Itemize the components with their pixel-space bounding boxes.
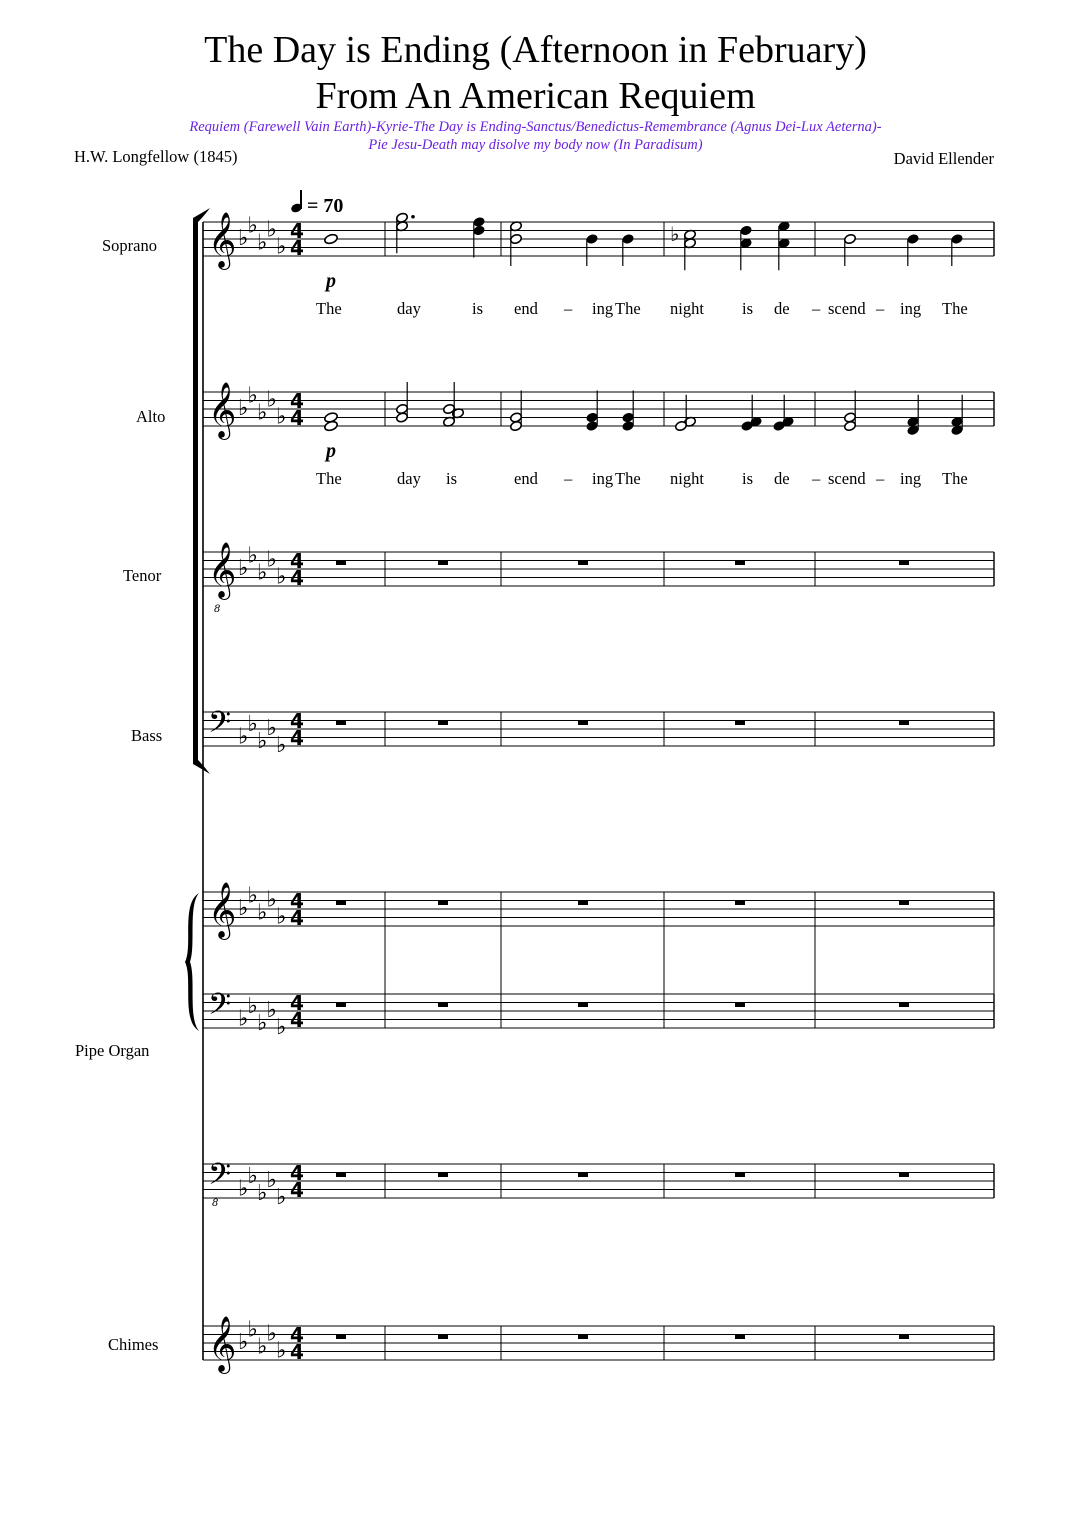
note-alto-1 (396, 412, 409, 423)
choir-bracket (193, 222, 198, 760)
time-signature-bottom: 4 (290, 566, 304, 590)
flat-key-signature-icon: ♭ (257, 1010, 268, 1036)
flat-key-signature-icon: ♭ (247, 711, 258, 737)
whole-rest-organ-upper (735, 901, 745, 906)
whole-rest-organ-pedal (438, 1173, 448, 1178)
whole-rest-organ-pedal (578, 1173, 588, 1178)
whole-rest-organ-lower (336, 1003, 346, 1008)
treble-clef-icon: 𝄞 (208, 212, 237, 268)
note-soprano-2 (473, 225, 486, 236)
time-signature-top: 4 (290, 1161, 304, 1185)
whole-rest-chimes (578, 1335, 588, 1340)
treble-clef-icon: 𝄞 (208, 382, 237, 438)
lyric-soprano-9: de (774, 299, 790, 318)
lyric-soprano-5: ing (592, 299, 614, 318)
lyric-soprano-7: night (670, 299, 704, 318)
whole-rest-bass (578, 721, 588, 726)
flat-key-signature-icon: ♭ (238, 556, 249, 581)
accidental-soprano: ♭ (670, 221, 680, 246)
time-signature-bottom: 4 (290, 1178, 304, 1202)
flat-key-signature-icon: ♭ (247, 543, 258, 569)
whole-rest-organ-lower (578, 1003, 588, 1008)
flat-key-signature-icon: ♭ (276, 404, 287, 430)
flat-key-signature-icon: ♭ (247, 383, 258, 409)
flat-key-signature-icon: ♭ (257, 1334, 268, 1360)
whole-rest-bass (438, 721, 448, 726)
whole-rest-tenor (578, 561, 588, 566)
note-alto-5 (622, 412, 635, 423)
lyric-soprano-1: day (397, 299, 421, 318)
lyric-soprano-4: – (564, 299, 573, 318)
lyric-alto-3: end (514, 469, 538, 488)
flat-key-signature-icon: ♭ (276, 234, 287, 260)
instrument-label-tenor: Tenor (123, 566, 162, 585)
lyric-soprano-0: The (316, 299, 342, 318)
whole-rest-organ-pedal (735, 1173, 745, 1178)
whole-rest-organ-pedal (899, 1173, 909, 1178)
treble-clef-icon: 𝄞 (208, 882, 237, 938)
dynamic-soprano: p (326, 270, 336, 292)
flat-key-signature-icon: ♭ (266, 387, 277, 413)
whole-rest-organ-lower (735, 1003, 745, 1008)
instrument-label-soprano: Soprano (102, 236, 157, 255)
bass-clef-icon: 𝄢 (208, 1158, 232, 1199)
whole-rest-organ-upper (336, 901, 346, 906)
flat-key-signature-icon: ♭ (257, 900, 268, 926)
whole-rest-chimes (899, 1335, 909, 1340)
lyric-alto-11: scend (828, 469, 866, 488)
dynamic-alto: p (326, 440, 336, 462)
lyric-soprano-8: is (742, 299, 754, 318)
whole-rest-bass (336, 721, 346, 726)
whole-rest-chimes (438, 1335, 448, 1340)
whole-rest-tenor (336, 561, 346, 566)
instrument-label-alto: Alto (136, 407, 166, 426)
flat-key-signature-icon: ♭ (276, 904, 287, 930)
whole-rest-organ-upper (438, 901, 448, 906)
flat-key-signature-icon: ♭ (276, 564, 287, 590)
flat-key-signature-icon: ♭ (266, 217, 277, 243)
poet-credit: H.W. Longfellow (1845) (74, 147, 238, 166)
lyric-soprano-11: scend (828, 299, 866, 318)
lyric-alto-9: de (774, 469, 790, 488)
flat-key-signature-icon: ♭ (238, 1330, 249, 1355)
lyric-alto-14: The (942, 469, 968, 488)
lyric-alto-1: day (397, 469, 421, 488)
flat-key-signature-icon: ♭ (266, 547, 277, 573)
note-soprano-0 (324, 233, 339, 245)
flat-key-signature-icon: ♭ (276, 1015, 287, 1040)
flat-key-signature-icon: ♭ (238, 896, 249, 921)
time-signature-bottom: 4 (290, 1008, 304, 1032)
flat-key-signature-icon: ♭ (257, 1180, 268, 1206)
whole-rest-tenor (735, 561, 745, 566)
octave-clef-mark: 8 (214, 604, 221, 615)
time-signature-bottom: 4 (290, 406, 304, 430)
flat-key-signature-icon: ♭ (238, 226, 249, 251)
flat-key-signature-icon: ♭ (257, 400, 268, 426)
time-signature-top: 4 (290, 219, 304, 243)
flat-key-signature-icon: ♭ (266, 1321, 277, 1347)
lyric-soprano-3: end (514, 299, 538, 318)
lyric-alto-6: The (615, 469, 641, 488)
lyric-soprano-13: ing (900, 299, 922, 318)
time-signature-top: 4 (290, 389, 304, 413)
whole-rest-bass (735, 721, 745, 726)
flat-key-signature-icon: ♭ (266, 1168, 277, 1193)
lyric-soprano-6: The (615, 299, 641, 318)
note-soprano-2 (473, 216, 486, 227)
lyric-alto-5: ing (592, 469, 614, 488)
lyric-alto-2: is (446, 469, 458, 488)
note-soprano-4 (586, 233, 599, 244)
lyric-soprano-12: – (876, 299, 885, 318)
note-soprano-11 (951, 233, 964, 244)
note-soprano-10 (907, 233, 920, 244)
instrument-label-bass: Bass (131, 726, 163, 745)
octave-clef-mark: 8 (212, 1198, 219, 1209)
note-alto-9 (844, 420, 857, 431)
note-alto-3 (510, 420, 523, 431)
note-soprano-7 (740, 225, 753, 236)
time-signature-top: 4 (290, 709, 304, 733)
title-line-1: The Day is Ending (Afternoon in February) (204, 29, 867, 71)
flat-key-signature-icon: ♭ (247, 1317, 258, 1343)
flat-key-signature-icon: ♭ (266, 998, 277, 1023)
flat-key-signature-icon: ♭ (247, 993, 258, 1019)
whole-rest-organ-lower (899, 1003, 909, 1008)
flat-key-signature-icon: ♭ (276, 733, 287, 758)
lyric-soprano-10: – (812, 299, 821, 318)
lyric-alto-0: The (316, 469, 342, 488)
whole-rest-tenor (899, 561, 909, 566)
subtitle-line-2: Pie Jesu-Death may disolve my body now (In Paradisum) (368, 137, 703, 153)
title-line-2: From An American Requiem (315, 75, 756, 117)
lyric-soprano-14: The (942, 299, 968, 318)
organ-brace (185, 893, 199, 1031)
note-soprano-3 (510, 233, 523, 244)
tempo-value: = 70 (307, 195, 344, 217)
time-signature-bottom: 4 (290, 1340, 304, 1364)
composer-credit: David Ellender (893, 149, 994, 168)
flat-key-signature-icon: ♭ (266, 887, 277, 913)
flat-key-signature-icon: ♭ (257, 230, 268, 256)
lyric-alto-7: night (670, 469, 704, 488)
flat-key-signature-icon: ♭ (238, 1006, 249, 1032)
flat-key-signature-icon: ♭ (238, 396, 249, 421)
flat-key-signature-icon: ♭ (257, 560, 268, 586)
flat-key-signature-icon: ♭ (247, 883, 258, 909)
treble-clef-icon: 𝄞 (208, 542, 237, 598)
whole-rest-organ-upper (899, 901, 909, 906)
time-signature-top: 4 (290, 889, 304, 913)
flat-key-signature-icon: ♭ (238, 724, 249, 750)
subtitle-line-1: Requiem (Farewell Vain Earth)-Kyrie-The Day is Ending-Sanctus/Benedictus-Remembrance (Agnus Dei-Lux Aeterna)- (189, 119, 882, 135)
whole-rest-chimes (336, 1335, 346, 1340)
flat-key-signature-icon: ♭ (238, 1176, 249, 1202)
lyric-alto-4: – (564, 469, 573, 488)
instrument-label-organ: Pipe Organ (75, 1041, 150, 1060)
time-signature-bottom: 4 (290, 906, 304, 930)
augmentation-dot-soprano (411, 215, 415, 219)
whole-rest-organ-pedal (336, 1173, 346, 1178)
whole-rest-organ-upper (578, 901, 588, 906)
treble-clef-icon: 𝄞 (208, 1316, 237, 1372)
lyric-alto-8: is (742, 469, 754, 488)
lyric-alto-10: – (812, 469, 821, 488)
flat-key-signature-icon: ♭ (276, 1185, 287, 1210)
time-signature-top: 4 (290, 991, 304, 1015)
lyric-alto-13: ing (900, 469, 922, 488)
flat-key-signature-icon: ♭ (266, 716, 277, 741)
whole-rest-tenor (438, 561, 448, 566)
choir-bracket-bottom (193, 760, 210, 774)
flat-key-signature-icon: ♭ (247, 213, 258, 239)
time-signature-bottom: 4 (290, 726, 304, 750)
flat-key-signature-icon: ♭ (247, 1163, 258, 1189)
instrument-label-chimes: Chimes (108, 1335, 159, 1354)
whole-rest-organ-lower (438, 1003, 448, 1008)
bass-clef-icon: 𝄢 (208, 706, 232, 747)
time-signature-bottom: 4 (290, 236, 304, 260)
lyric-alto-12: – (876, 469, 885, 488)
time-signature-top: 4 (290, 1323, 304, 1347)
bass-clef-icon: 𝄢 (208, 988, 232, 1029)
whole-rest-chimes (735, 1335, 745, 1340)
note-soprano-5 (622, 233, 635, 244)
note-soprano-9 (844, 233, 857, 244)
note-alto-5 (622, 420, 635, 431)
flat-key-signature-icon: ♭ (257, 728, 268, 754)
flat-key-signature-icon: ♭ (276, 1338, 287, 1364)
lyric-soprano-2: is (472, 299, 484, 318)
note-alto-4 (586, 412, 599, 423)
note-alto-4 (586, 420, 599, 431)
whole-rest-bass (899, 721, 909, 726)
time-signature-top: 4 (290, 549, 304, 573)
